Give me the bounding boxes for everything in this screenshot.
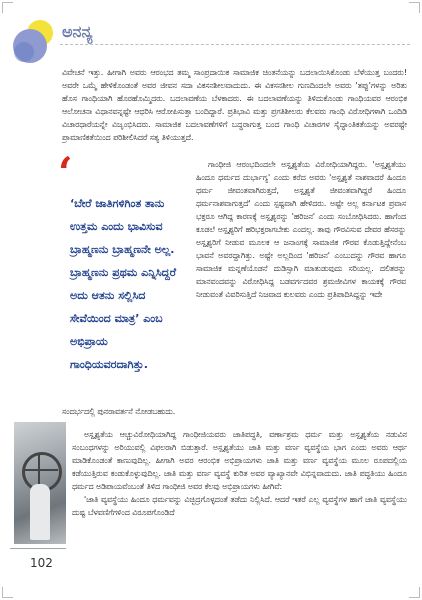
continuation-line xyxy=(62,405,407,418)
page-number: 102 xyxy=(30,556,53,570)
crop-mark-bottom-left xyxy=(2,587,13,598)
page-header-title: ಅನನ್ಯ xyxy=(62,22,93,41)
crop-mark-bottom-right xyxy=(409,587,420,598)
continuation-text: ಸಂದರ್ಭದಲ್ಲಿ ಪುನರಾವರ್ತನೆ ನೋಡಬಹುದು. xyxy=(62,407,176,416)
gandhi-spinning-wheel-photo xyxy=(14,422,66,544)
lower-paragraph-2: 'ಜಾತಿ ವ್ಯವಸ್ಥೆಯು ಹಿಂದೂ ಧರ್ಮವನ್ನು ವಿಚ್ಛಿದ್ರಗೊಳ್ಳದಂತೆ ತಡೆದು ನಿಲ್ಲಿಸಿದೆ. ಆದರೆ ಇತರೆ ಎಲ್ಲ ವ್ಯವಸ್ಥೆಗಳ ಹಾಗೆ ಜಾತಿ ವ್ಯವಸ್ಥೆಯು ದುಷ್ಟ ಬೆಳವಣಿಗೆಗಳಿಂದ ವಿರೂಪಗೊಂಡಿದೆ xyxy=(72,495,407,517)
lower-section xyxy=(72,428,407,519)
crop-mark-top-right xyxy=(409,2,420,13)
header-divider xyxy=(60,44,410,45)
seated-figure-shape xyxy=(30,484,50,540)
lower-paragraph-1: ಅಸ್ಪೃಶ್ಯತೆಯ ಆಚ್ಚುವಿರೋಧಿಯಾಗಿದ್ದ ಗಾಂಧೀಜಿಯವರು ಜಾತಿಪದ್ಧತಿ, ವರ್ಣಾಶ್ರಮ ಧರ್ಮ ಮತ್ತು ಅಸ್ಪೃಶ್ಯತೆಯ ನಡುವಿನ ಸಂಬಂಧಗಳನ್ನು ಅರಿಯುವಲ್ಲಿ ವಿಫಲರಾಗಿ ಬಿಡುತ್ತಾರೆ. ಅಸ್ಪೃಶ್ಯತೆಯು ಜಾತಿ ಮತ್ತು ವರ್ಣ ವ್ಯವಸ್ಥೆಯ ಭಾಗ ಎಂದು ಅವರು ಆರ್ಥ ಮಾಡಿಕೊಂಡಂತೆ ಕಾಣುವುದಿಲ್ಲ. ಹೀಗಾಗಿ ಅವರ ಆರಂಭಿಕ ಅಭಿಪ್ರಾಯಗಳು ಜಾತಿ ಮತ್ತು ವರ್ಣ ವ್ಯವಸ್ಥೆಯ ಮೂಲ ರೂಪದಲ್ಲಿಯ ಕಡೆಯುತ್ತಿರುವ ಕಂಡುಕೊಳ್ಳುವುದಿಲ್ಲ. ಜಾತಿ ಮತ್ತು ವರ್ಣ ವ್ಯವಸ್ಥೆ ಕುರಿತ ಅವರ ವ್ಯಾಖ್ಯಾನವೇ ವಿಭಿನ್ನವಾದುದು. ಜಾತಿ ಪದ್ಧತಿಯು ಹಿಂದೂ ಧರ್ಮದ ಅಡಿಪಾಯವೆಂಬಂತೆ ತಿಳಿದ ಗಾಂಧೀಜಿ ಅವರ ಕೆಲವು ಅಭಿಪ್ರಾಯಗಳು ಹೀಗಿವೆ: xyxy=(72,430,407,491)
crop-mark-top-left xyxy=(2,2,13,13)
logo-circles xyxy=(10,18,58,66)
wheel-spoke-vertical xyxy=(38,454,40,488)
wheel-spoke-horizontal xyxy=(24,469,58,471)
right-column-text: ಗಾಂಧೀಜಿ ಆರಂಭದಿಂದಲೇ ಅಸ್ಪೃಶ್ಯತೆಯ ವಿರೋಧಿಯಾಗಿದ್ದರು. 'ಅಸ್ಪೃಶ್ಯತೆಯು ಹಿಂದೂ ಧರ್ಮದ ದುರ್ಭಾಗ್ಯ' ಎಂದು ಕರೆದ ಅವರು 'ಅಸ್ಪೃಶ್ಯತೆ ನಾಶವಾದರೆ ಹಿಂದೂ ಧರ್ಮ ಜೀವಂತವಾಗಿರುತ್ತದೆ, ಅಸ್ಪೃಶ್ಯತೆ ಜೀವಂತವಾಗಿದ್ದರೆ ಹಿಂದೂ ಧರ್ಮನಾಶವಾಗುತ್ತದೆ' ಎಂದು ಸ್ಪಷ್ಟವಾಗಿ ಹೇಳಿದರು. ಅಷ್ಟೇ ಅಲ್ಲ ಕರ್ನಾಟಕ ಪ್ರವಾಸ ಭಕ್ತರೂ ಆಗಿದ್ದ ಕಾರಣಕ್ಕೆ ಅಸ್ಪೃಶ್ಯರನ್ನು 'ಹರಿಜನ' ಎಂದು ಸಂಬೋಧಿಸಿದರು. ಹಾಗೆಂದ ಕೂಡಲೆ ಅಸ್ಪೃಶ್ಯರಿಗೆ ಹರಿಭಕ್ತರಾಗಬೇಕು ಎಂದಲ್ಲ. ತಾವು ಗೌರವಿಸುವ ದೇವರ ಹೆಸರನ್ನು ಅಸ್ಪೃಶ್ಯರಿಗೆ ನೀಡುವ ಮೂಲಕ ಆ ಜನಾಂಗಕ್ಕೆ ಸಾಮಾಜಿಕ ಗೌರವ ಕೊಡುತ್ತಿದ್ದೇನೆಂಬ ಭಾವನೆ ಅವರದ್ದಾಗಿತ್ತು. ಅಷ್ಟೇ ಅಲ್ಲದಿಂದ 'ಹರಿಜನ' ಎಂಬುದನ್ನು ಗೌರವ ಹಾಗೂ ಸಾಮಾಜಿಕ ಮನ್ನಣೆಯೊಡನೆ ದುಡಿಸ್ಸಾಗಿ ಮಾತುಡುವುದು ಸರಿಯಲ್ಲ. ದಲಿತರನ್ನು ಮಾನವಂದವನ್ನು ವಿರೋಧಿಸಿದ್ದ ಬಡವರ್ಗದವರ ಶ್ರಮಜೀವಿಗಳ ಕಾಯಕಕ್ಕೆ ಗೌರವ ನೀಡುವಂತೆ ವಿವರಿಸುತ್ತಿದೆ ನಿಜವಾದ ಕುಲವರು ಎಂದು ಪ್ರತಿಪಾದಿಸಿದ್ದನ್ನು ಇದೇ xyxy=(196,160,406,299)
pull-quote: ‘ಬೇರೆ ಜಾತಿಗಳಿಗಿಂತ ತಾನು ಉತ್ತಮ ಎಂದು ಭಾವಿಸುವ ಬ್ರಾಹ್ಮಣನು ಬ್ರಾಹ್ಮಣನೇ ಅಲ್ಲ. ಬ್ರಾಹ್ಮಣನು ಪ್ರಥಮ ಎನ್ನಿಸಿದ್ದರೆ ಅದು ಆತನು ಸಲ್ಲಿಸಿದ ಸೇವೆಯಿಂದ ಮಾತ್ರ’ ಎಂಬ ಅಭಿಪ್ರಾಯ ಗಾಂಧಿಯವರದಾಗಿತ್ತು. xyxy=(70,197,177,371)
intro-paragraph xyxy=(62,66,407,144)
quote-mark-icon: ‘ xyxy=(58,148,73,197)
right-column xyxy=(196,158,406,301)
page-number-rule xyxy=(10,548,66,549)
intro-text: ವಿವೇಚನೆ ಇತ್ತು. ಹೀಗಾಗಿ ಅವರು ಆರಂಭದ ತಮ್ಮ ಸಾಂಪ್ರದಾಯಿಕ ಸಾಮಾಜಿಕ ಚಿಂತನೆಯನ್ನು ಬದಲಾಯಿಸಿಕೊಂಡು ಬೆಳೆಯುತ್ತ ಬಂದರು! ಅವರೇ ಒಮ್ಮೆ ಹೇಳಿಕೊಂಡಂತೆ ಅವರ ಜೀವನ ಸದಾ ವಿಕಸನಶೀಲವಾದುದು. ಈ ವಿಕಸನಶೀಲ ಗುಣದಿಂದಲೇ ಅವರು 'ತಪ್ಪು'ಗಳನ್ನು ಅರಿತು ಹೊಸ ಗಾಂಧಿಯಾಗಿ ಹೊರಹೊಮ್ಮಿದರು. ಬದಲಾವಣೆಯ ಬೆಳಕಾದರು. ಈ ಬದಲಾವಣೆಯನ್ನು ತಿಳಿದುಕೊಂಡು ಗಾಂಧಿಯವರ ಆರಂಭಿಕ ಆಲೋಚನಾ ವಿಧಾನವನ್ನಷ್ಟೇ ಆಧರಿಸಿ ಆರೋಪಿಸುತ್ತಾ ಬಂದಿದ್ದಾರೆ. ಪ್ರತಿಭಾವಿ ಮತ್ತು ಪ್ರಗತಿಶೀಲರು ಕೆಲವರು ಗಾಂಧಿ ವಿರೋಧಿಗಳಾಗಿ ಒಂದಿಡಿ ವಿಚಾರಧಾರೆಯನ್ನೇ ವಿಜೃಂಭಿಸಿದರು. ಸಾಮಾಜಿಕ ಬದಲಾವಣೆಗಳಿಗೆ ಬದ್ಧರಾಗುತ್ತ ಬಂದ ಗಾಂಧಿ ವಿಚಾರಗಳ ಸೈದ್ಧಾಂತಿಕತೆಯನ್ನು ಅವರಷ್ಟೇ ಪ್ರಾಮಾಣಿಕತೆಯಿಂದ ಪರಿಶೀಲಿಸಿದರೆ ಸತ್ಯ ತಿಳಿಯುತ್ತದೆ. xyxy=(62,68,407,142)
